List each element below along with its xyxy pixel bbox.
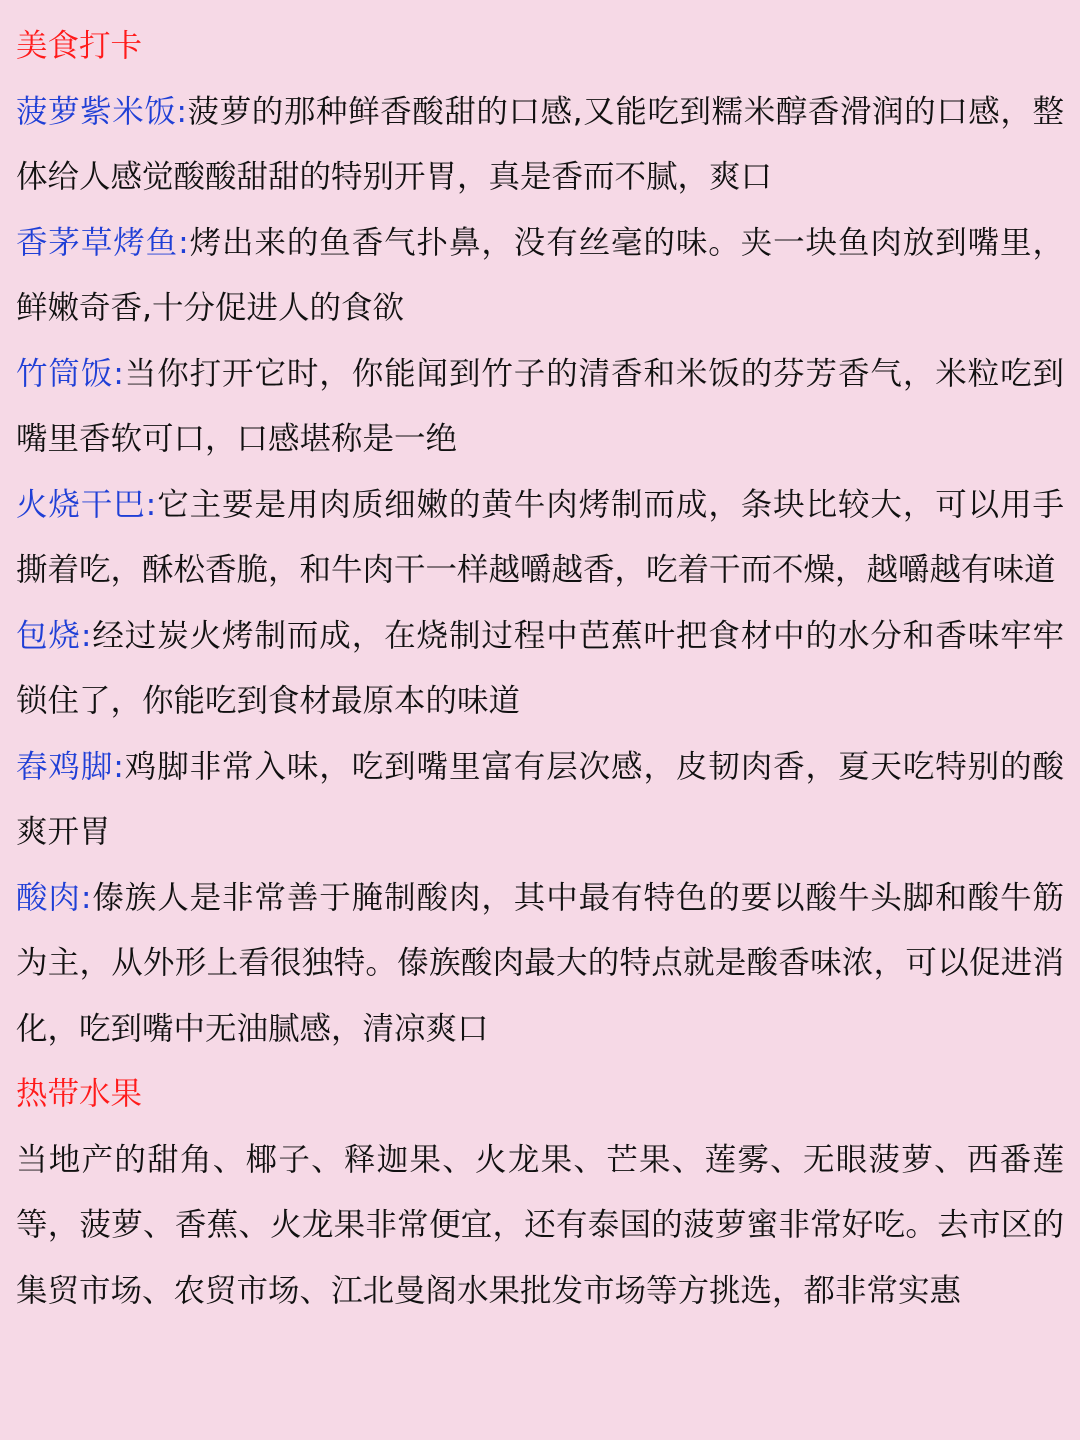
food-item-description: 烤出来的鱼香气扑鼻，没有丝毫的味。夹一块鱼肉放到嘴里，鲜嫩奇香,十分促进人的食欲 — [16, 224, 1064, 326]
food-item-description: 它主要是用肉质细嫩的黄牛肉烤制而成，条块比较大，可以用手撕着吃，酥松香脆，和牛肉干一样越嚼越香，吃着干而不燥，越嚼越有味道 — [16, 486, 1064, 588]
food-item-name: 包烧: — [16, 617, 92, 654]
section-title-food: 美食打卡 — [16, 28, 143, 64]
food-item — [16, 604, 1064, 735]
food-item-description: 经过炭火烤制而成，在烧制过程中芭蕉叶把食材中的水分和香味牢牢锁住了，你能吃到食材最原本的味道 — [16, 617, 1064, 719]
food-item-description: 鸡脚非常入味，吃到嘴里富有层次感，皮韧肉香，夏天吃特别的酸爽开胃 — [16, 748, 1064, 850]
food-item — [16, 866, 1064, 1063]
food-item — [16, 735, 1064, 866]
fruit-paragraph: 当地产的甜角、椰子、释迦果、火龙果、芒果、莲雾、无眼菠萝、西番莲等，菠萝、香蕉、火龙果非常便宜，还有泰国的菠萝蜜非常好吃。去市区的集贸市场、农贸市场、江北曼阁水果批发市场等方挑选，都非常实惠 — [16, 1141, 1064, 1309]
food-item-name: 火烧干巴: — [16, 486, 157, 523]
food-item-description: 当你打开它时，你能闻到竹子的清香和米饭的芬芳香气，米粒吃到嘴里香软可口，口感堪称是一绝 — [16, 355, 1064, 457]
section-title-fruit: 热带水果 — [16, 1076, 143, 1112]
food-item-name: 竹筒饭: — [16, 355, 124, 392]
food-item-description: 菠萝的那种鲜香酸甜的口感,又能吃到糯米醇香滑润的口感，整体给人感觉酸酸甜甜的特别开胃，真是香而不腻，爽口 — [16, 93, 1064, 195]
food-item-name: 香茅草烤鱼: — [16, 224, 189, 261]
food-item-name: 酸肉: — [16, 879, 92, 916]
food-item-description: 傣族人是非常善于腌制酸肉，其中最有特色的要以酸牛头脚和酸牛筋为主，从外形上看很独特。傣族酸肉最大的特点就是酸香味浓，可以促进消化，吃到嘴中无油腻感，清凉爽口 — [16, 879, 1064, 1047]
food-item-name: 舂鸡脚: — [16, 748, 124, 785]
food-item — [16, 473, 1064, 604]
food-item — [16, 342, 1064, 473]
food-item-name: 菠萝紫米饭: — [16, 93, 188, 130]
food-item — [16, 211, 1064, 342]
food-item — [16, 80, 1064, 211]
